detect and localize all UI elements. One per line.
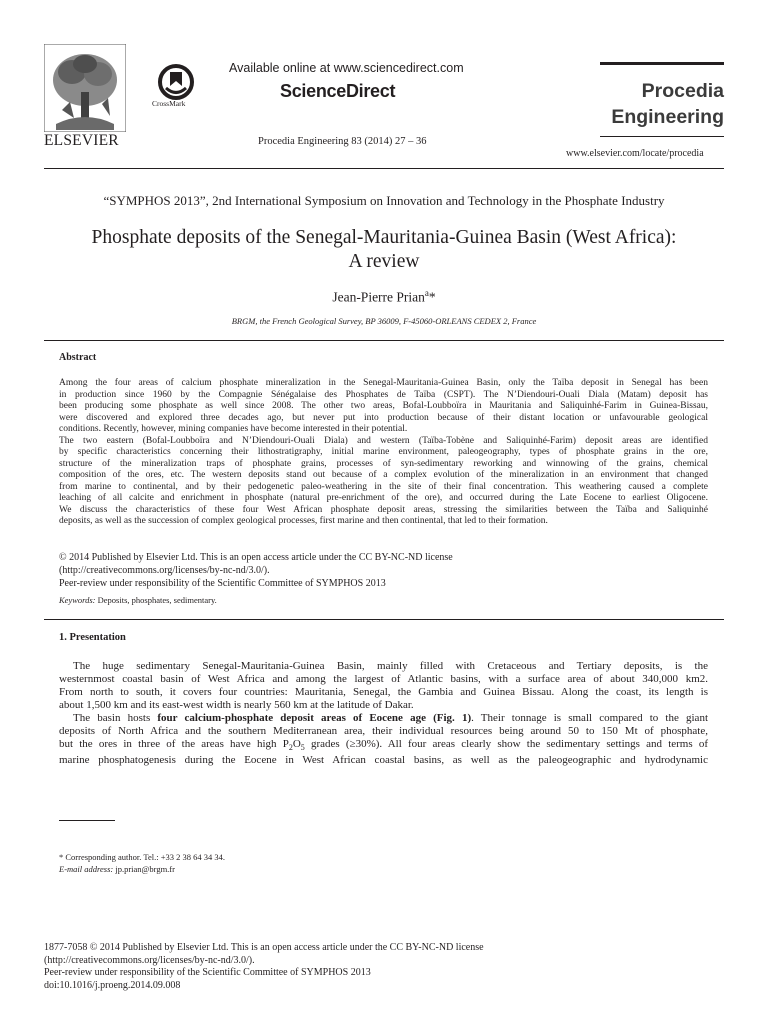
section-heading: 1. Presentation	[59, 632, 126, 643]
body-text: but the ores in three of the areas have high P	[59, 738, 289, 750]
body-line	[59, 738, 708, 754]
author-affiliation: BRGM, the French Geological Survey, BP 36009, F-45060-ORLEANS CEDEX 2, France	[231, 316, 537, 326]
abstract-line: Among the four areas of calcium phosphate mineralization in the Senegal-Mauritania-Guinea Basin, only the Taïba deposit in Senegal has been	[59, 378, 708, 388]
journal-title-line-2: Engineering	[611, 106, 724, 128]
body-line: From north to south, it covers four countries: Mauritania, Senegal, the Gambia and Guinea Bissau. Along the coast, its length is	[59, 686, 708, 698]
journal-title-rule	[600, 62, 724, 65]
abstract-line: deposits, as well as the succession of complex geological processes, first marine and then continental, that led to their formation.	[59, 516, 548, 526]
header-divider	[44, 168, 724, 169]
license-url-link[interactable]: (http://creativecommons.org/licenses/by-nc-nd/3.0/).	[59, 565, 270, 576]
author-line	[44, 288, 724, 306]
abstract-line: composition of the ores, etc. The western deposits stand out because of a complex evolution of the mineralization in an environment that changed	[59, 470, 708, 480]
abstract-body	[59, 378, 708, 528]
journal-title-line-1: Procedia	[641, 80, 724, 102]
abstract-top-rule	[44, 340, 724, 341]
email-address[interactable]: jp.prian@brgm.fr	[113, 864, 175, 874]
elsevier-tree-logo-icon	[44, 44, 126, 132]
email-label: E-mail address:	[59, 864, 114, 874]
section-body	[59, 660, 708, 767]
publisher-name: ELSEVIER	[44, 132, 119, 149]
corresponding-author-mark: *	[428, 289, 436, 305]
article-title-line-1: Phosphate deposits of the Senegal-Mauritania-Guinea Basin (West Africa):	[91, 227, 677, 248]
footnote-rule	[59, 820, 115, 821]
journal-citation: Procedia Engineering 83 (2014) 27 – 36	[258, 136, 427, 147]
author-name: Jean-Pierre Prian	[332, 289, 425, 305]
abstract-line: structure of the mineralization traps of phosphate grains, processes of syn-sedimentary reworking and winnowing of the grains, chemical	[59, 458, 708, 469]
keywords-line	[59, 595, 217, 605]
abstract-line: were discovered and explored three decades ago, but never put into production because of their distant location or unfavourable geological	[59, 412, 708, 423]
body-text: The basin hosts	[73, 712, 158, 724]
abstract-line: The two eastern (Bofal-Loubboïra and N’Diendouri-Ouali Diala) and western (Taïba-Tobène and Saliquinhé-Farim) deposit areas are identified	[59, 435, 708, 446]
body-line: The huge sedimentary Senegal-Mauritania-Guinea Basin, mainly filled with Cretaceous and Tertiary deposits, is the	[73, 660, 708, 672]
crossmark-icon[interactable]	[158, 64, 194, 100]
body-text: grades (≥30%). All four areas clearly show the sedimentary settings and terms of	[304, 738, 708, 750]
body-line	[59, 712, 708, 725]
article-title-line-2: A review	[348, 251, 420, 272]
abstract-line: from marine to continental, and by their pedogenetic paleo-weathering in the site of their final concentration. This weathering caused a complete	[59, 481, 708, 492]
abstract-line: in production since 1960 by the Compagnie Sénégalaise des Phosphates de Taïba (CSPT). The N’Diendouri-Ouali Diala (Matam) deposit has	[59, 389, 708, 400]
journal-title-underline	[600, 136, 724, 137]
article-title	[44, 226, 724, 274]
license-line: © 2014 Published by Elsevier Ltd. This is an open access article under the CC BY-NC-ND license	[59, 552, 453, 563]
footer-doi[interactable]: doi:10.1016/j.proeng.2014.09.008	[44, 979, 181, 991]
symposium-line: “SYMPHOS 2013”, 2nd International Symposium on Innovation and Technology in the Phosphate Industry	[103, 193, 665, 208]
abstract-heading: Abstract	[59, 352, 97, 363]
footer-license-url[interactable]: (http://creativecommons.org/licenses/by-nc-nd/3.0/).	[44, 954, 255, 966]
body-line: marine phosphatogenesis during the Eocene in West African coastal basins, as well as the paleogeographic and hydrodynamic	[59, 754, 708, 767]
subscript: 5	[300, 743, 305, 753]
body-bold-text: four calcium-phosphate deposit areas of Eocene age (Fig. 1)	[157, 712, 472, 724]
abstract-line: leaching of all calcite and enrichment in phosphate (natural pre-enrichment of the ore), and occurred during the Late Eocene to earliest Oligocene.	[59, 493, 708, 503]
abstract-line: been producing some phosphate as well since 2008. The other two areas, Bofal-Loubboïra in Mauritania and Saliquinhé-Farim in Guinea-Bissau,	[59, 401, 708, 411]
body-line: about 1,500 km and its east-west width is nearly 560 km at the latitude of Dakar.	[59, 699, 414, 711]
abstract-line: by specific characteristics concerning their lithostratigraphy, initial marine environment, paleogeography, types of phosphate grains in the ore,	[59, 447, 708, 457]
footer-peer-review: Peer-review under responsibility of the Scientific Committee of SYMPHOS 2013	[44, 967, 371, 978]
peer-review-line: Peer-review under responsibility of the Scientific Committee of SYMPHOS 2013	[59, 578, 386, 589]
license-block	[59, 551, 708, 590]
keywords-label: Keywords:	[59, 595, 96, 605]
page-footer	[44, 942, 484, 992]
footer-issn-license: 1877-7058 © 2014 Published by Elsevier Ltd. This is an open access article under the CC BY-NC-ND license	[44, 942, 484, 953]
available-online-link[interactable]: Available online at www.sciencedirect.com	[229, 61, 464, 75]
body-line: deposits of North Africa and the southern Mediterranean area, their individual resources being around 50 to 150 Mt of phosphate,	[59, 725, 708, 737]
body-text: O	[292, 738, 301, 750]
journal-title	[600, 78, 724, 130]
abstract-line: We discuss the characteristics of these four West African phosphate deposit areas, stressing the similarities between the Taïba and Saliquinhé	[59, 504, 708, 515]
footnote	[59, 851, 225, 875]
journal-url-link[interactable]: www.elsevier.com/locate/procedia	[566, 148, 704, 159]
abstract-line: conditions. Recently, however, mining companies have become interested in their potential.	[59, 424, 408, 434]
corresponding-author-note: * Corresponding author. Tel.: +33 2 38 64 34 34.	[59, 852, 226, 862]
email-line	[59, 863, 225, 875]
body-text: . Their tonnage is small compared to the giant	[471, 712, 708, 724]
subscript: 2	[288, 743, 293, 753]
abstract-bottom-rule	[44, 619, 724, 620]
sciencedirect-logo-text: ScienceDirect	[280, 81, 396, 101]
body-line: westernmost coastal basin of West Africa and among the largest of Atlantic basins, with a surface area of about 340,000 km2.	[59, 673, 708, 685]
crossmark-label: CrossMark	[152, 99, 186, 108]
keywords-value: Deposits, phosphates, sedimentary.	[95, 595, 217, 605]
author-affiliation-mark: a	[424, 288, 429, 298]
